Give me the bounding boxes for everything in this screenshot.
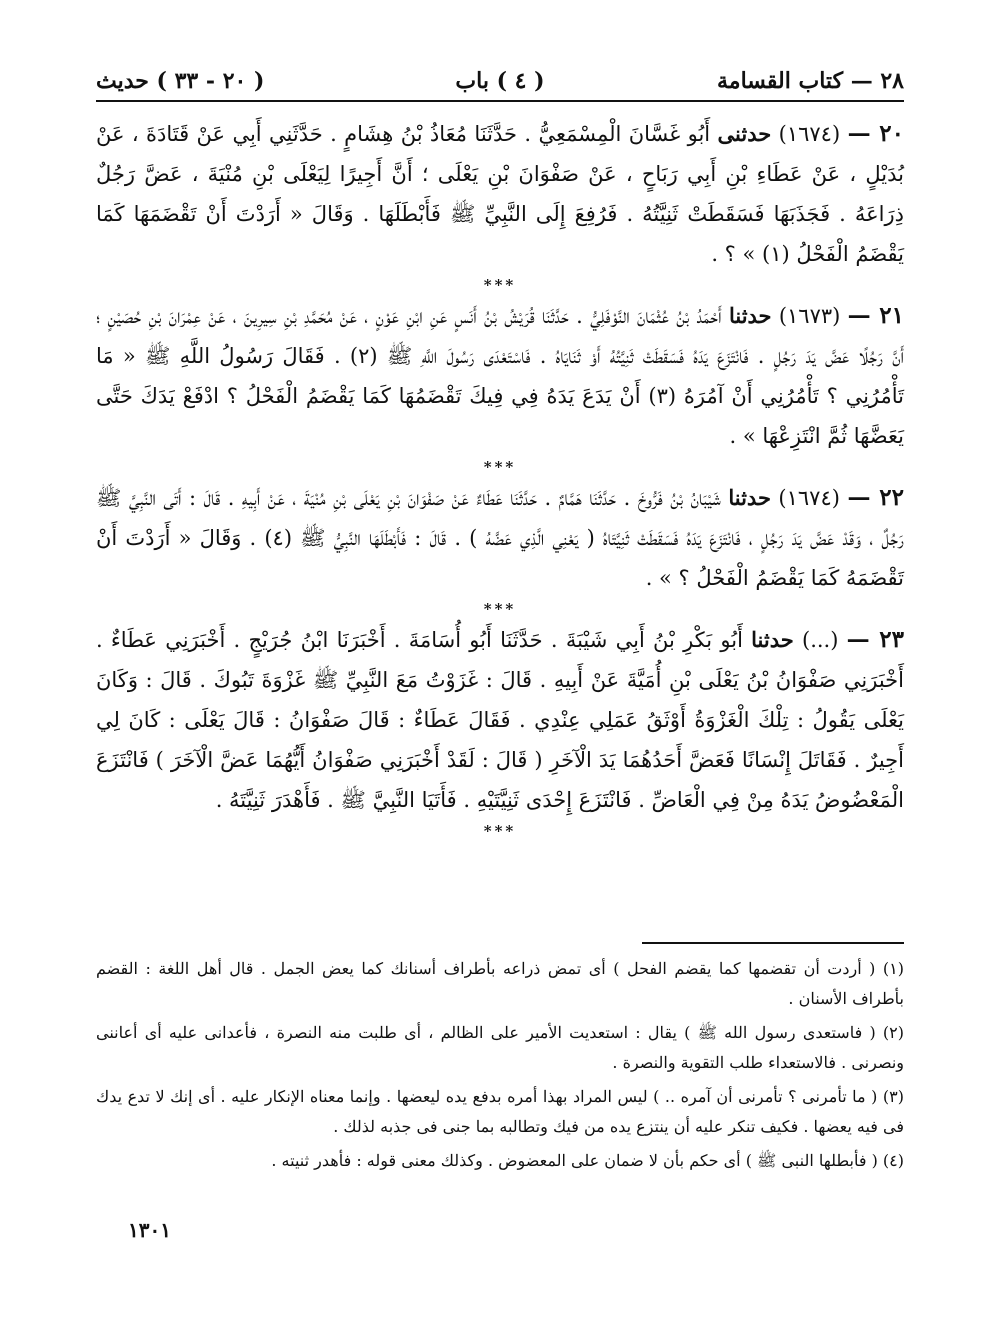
running-header [96, 64, 904, 100]
hadith-lead: حدثنا [728, 485, 771, 510]
hadith-21 [96, 296, 904, 456]
page-number: ١٣٠١ [128, 1218, 171, 1242]
hadith-paragraph [96, 114, 904, 274]
hadith-text: أَبُو بَكْرِ بْنُ أَبِي شَيْبَةَ . حَدَّثَنَا أَبُو أُسَامَةَ . أَخْبَرَنَا ابْنُ جُرَيْجٍ . أَخْبَرَنِي عَطَاءٌ . أَخْبَرَنِي صَفْوَانُ بْنُ يَعْلَى بْنِ أُمَيَّةَ عَنْ أَبِيهِ . قَالَ : غَزَوْتُ مَعَ النَّبِيِّ ﷺ غَزْوَةَ تَبُوكَ . قَالَ : وَكَانَ يَعْلَى يَقُولُ : تِلْكَ الْغَزْوَةُ أَوْثَقُ عَمَلِي عِنْدِي . فَقَالَ عَطَاءٌ : قَالَ صَفْوَانُ : قَالَ يَعْلَى : كَانَ لِي أَجِيرٌ . فَقَاتَلَ إِنْسَانًا فَعَضَّ أَحَدُهُمَا يَدَ الْآخَرِ ( قَالَ : لَقَدْ أَخْبَرَنِي صَفْوَانُ أَيُّهُمَا عَضَّ الْآخَرَ ) فَانْتَزَعَ الْمَعْضُوضُ يَدَهُ مِنْ فِي الْعَاضِّ . فَانْتَزَعَ إِحْدَى ثَنِيَّتَيْهِ . فَأَتَيَا النَّبِيَّ ﷺ . فَأَهْدَرَ ثَنِيَّتَهُ . [96, 628, 904, 812]
footnote-4: (٤) ( فأبطلها النبى ﷺ ) أى حكم بأن لا ضمان على المعضوض . وكذلك معنى قوله : فأهدر ثنيته . [271, 1151, 904, 1170]
hadith-number: ٢٣ — [846, 626, 904, 653]
hadith-ref: (١٦٧٣) [778, 304, 841, 328]
hadith-number: ٢٢ — [847, 484, 904, 511]
separator: *** [483, 600, 517, 618]
chapter-title: ٢٨ — كتاب القسامة [717, 68, 904, 94]
hadith-number: ٢٠ — [847, 120, 904, 147]
footnote-1: (١) ( أردت أن تقضمها كما يقضم الفحل ) أى تمض ذراعه بأطراف أسنانك كما يعض الجمل . قال أهل اللغة : القضم بأطراف الأسنان . [96, 959, 904, 1008]
hadith-23 [96, 620, 904, 820]
hadith-ref: (١٦٧٤) [778, 486, 840, 510]
footnote-2: (٢) ( فاستعدى رسول الله ﷺ ) يقال : استعديت الأمير على الظالم ، أى طلبت منه النصرة ، فأعدانى عليه أى أعاننى ونصرنى . فالاستعداء طلب التقوية والنصرة . [96, 1023, 904, 1072]
hadith-ref: (...) [802, 628, 839, 652]
hadith-text: أَحْمَدُ بْنُ عُثْمَانَ النَّوْفَلِيُّ . حَدَّثَنَا قُرَيْشُ بْنُ أَنَسٍ عَنِ ابْنِ عَوْنٍ ، عَنْ مُحَمَّدِ بْنِ سِيرِينَ ، عَنْ عِمْرَانَ بْنِ حُصَيْنٍ ؛ أَنَّ رَجُلًا عَضَّ يَدَ رَجُلٍ . فَانْتَزَعَ يَدَهُ فَسَقَطَتْ ثَنِيَّتُهُ أَوْ ثَنَايَاهُ . فَاسْتَعْدَى رَسُولَ اللَّهِ ﷺ (٢) . فَقَالَ رَسُولُ اللَّهِ ﷺ « مَا تَأْمُرُنِي ؟ تَأْمُرُنِي أَنْ آمُرَهُ (٣) أَنْ يَدَعَ يَدَهُ فِي فِيكَ تَقْضَمُهَا كَمَا يَقْضَمُ الْفَحْلُ ؟ ادْفَعْ يَدَكَ حَتَّى يَعَضَّهَا ثُمَّ انْتَزِعْهَا » . [96, 304, 905, 448]
hadith-paragraph [96, 620, 904, 820]
separator: *** [483, 276, 517, 294]
hadith-paragraph [96, 478, 904, 598]
main-text [96, 114, 904, 842]
footnote-divider [642, 942, 904, 944]
footnotes [96, 954, 904, 1180]
separator: *** [483, 458, 517, 476]
hadith-paragraph [96, 296, 904, 456]
hadith-range: ( ٢٠ - ٣٣ ) حديث [96, 68, 265, 94]
hadith-ref: (١٦٧٤) [778, 122, 841, 146]
hadith-text: شَيْبَانُ بْنُ فَرُّوخَ . حَدَّثَنَا هَمَّامٌ . حَدَّثَنَا عَطَاءٌ عَنْ صَفْوَانَ بْنِ يَعْلَى بْنِ مُنْيَةَ ، عَنْ أَبِيهِ . قَالَ : أَتَى النَّبِيَّ ﷺ رَجُلٌ ، وَقَدْ عَضَّ يَدَ رَجُلٍ ، فَانْتَزَعَ يَدَهُ فَسَقَطَتْ ثَنِيَّتَاهُ ( يَعْنِي الَّذِي عَضَّهُ ) . قَالَ : فَأَبْطَلَهَا النَّبِيُّ ﷺ (٤) . وَقَالَ « أَرَدْتَ أَنْ تَقْضَمَهُ كَمَا يَقْضَمُ الْفَحْلُ ؟ » . [96, 486, 904, 590]
header-divider [96, 100, 904, 102]
hadith-lead: حدثنا [728, 303, 772, 328]
section-title: ( ٤ ) باب [455, 68, 545, 94]
separator: *** [483, 822, 517, 840]
hadith-20 [96, 114, 904, 274]
hadith-number: ٢١ — [847, 302, 904, 329]
hadith-lead: حدثنى [717, 121, 772, 146]
hadith-22 [96, 478, 904, 598]
hadith-text: أَبُو غَسَّانَ الْمِسْمَعِيُّ . حَدَّثَنَا مُعَاذُ بْنُ هِشَامٍ . حَدَّثَنِي أَبِي عَنْ قَتَادَةَ ، عَنْ بُدَيْلٍ ، عَنْ عَطَاءِ بْنِ أَبِي رَبَاحٍ ، عَنْ صَفْوَانَ بْنِ يَعْلَى ؛ أَنَّ أَجِيرًا لِيَعْلَى بْنِ مُنْيَةَ ، عَضَّ رَجُلٌ ذِرَاعَهُ . فَجَذَبَهَا فَسَقَطَتْ ثَنِيَّتُهُ . فَرُفِعَ إِلَى النَّبِيِّ ﷺ فَأَبْطَلَهَا . وَقَالَ « أَرَدْتَ أَنْ تَقْضَمَهَا كَمَا يَقْضَمُ الْفَحْلُ (١) » ؟ . [96, 122, 904, 266]
hadith-lead: حدثنا [751, 627, 794, 652]
footnote-3: (٣) ( ما تأمرنى ؟ تأمرنى أن آمره .. ) ليس المراد بهذا أمره بدفع يده ليعضها . وإنما معناه الإنكار عليه . أى إنك لا تدع يدك فى فيه يعضها . فكيف تنكر عليه أن ينتزع يده من فيك وتطالبه بما جنى فى جذبه لذلك . [96, 1087, 904, 1136]
